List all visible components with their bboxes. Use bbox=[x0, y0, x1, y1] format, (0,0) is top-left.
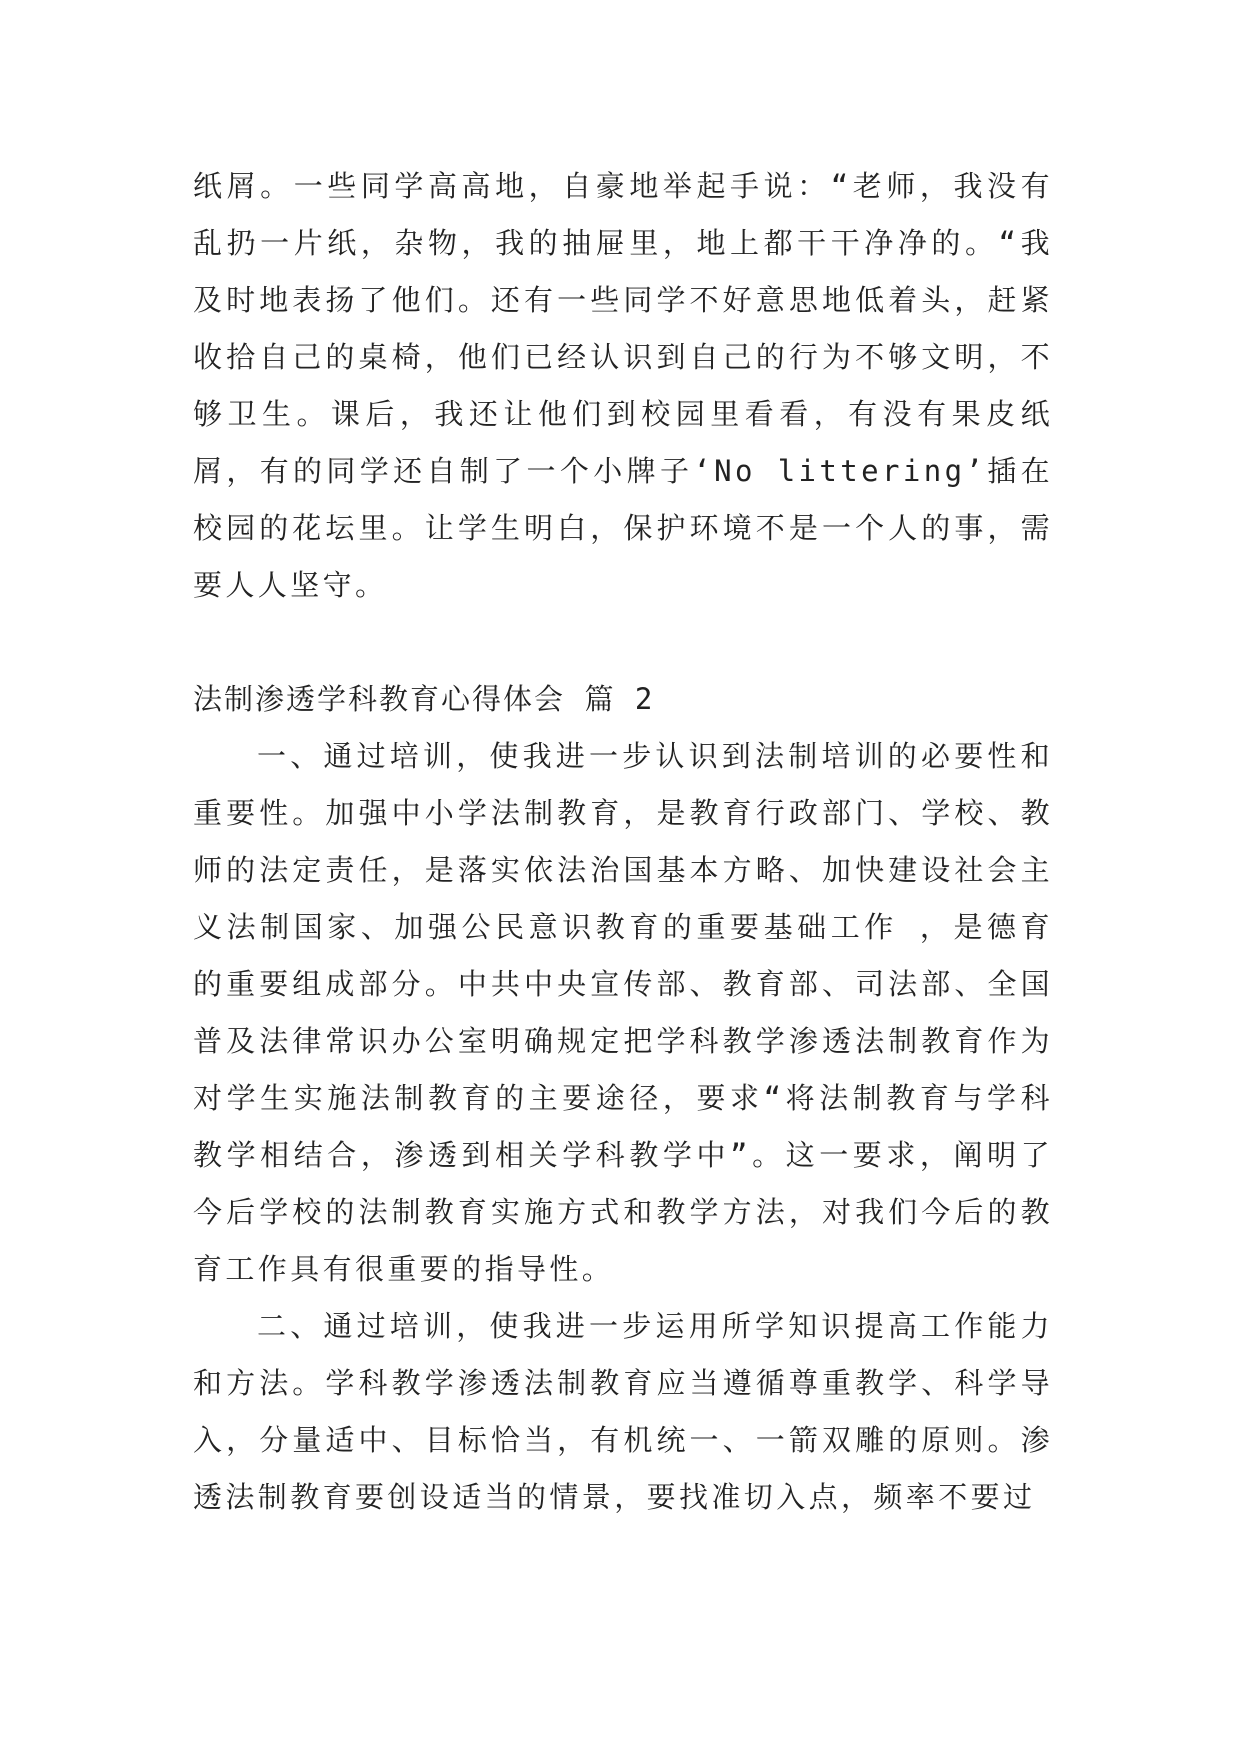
section-heading: 法制渗透学科教育心得体会 篇 2 bbox=[193, 682, 655, 716]
section-paragraph-2: 二、通过培训，使我进一步运用所学知识提高工作能力和方法。学科教学渗透法制教育应当遵循尊重教学、科学导入，分量适中、目标恰当，有机统一、一箭双雕的原则。渗透法制教育要创设适当的情景，要找准切入点，频率不要过 bbox=[193, 1309, 1053, 1514]
section-paragraph-1: 一、通过培训，使我进一步认识到法制培训的必要性和重要性。加强中小学法制教育，是教育行政部门、学校、教师的法定责任，是落实依法治国基本方略、加快建设社会主义法制国家、加强公民意识教育的重要基础工作 ，是德育的重要组成部分。中共中央宣传部、教育部、司法部、全国普及法律常识办公室明确规定把学科教学渗透法制教育作为对学生实施法制教育的主要途径，要求“将法制教育与学科教学相结合，渗透到相关学科教学中”。这一要求，阐明了今后学校的法制教育实施方式和教学方法，对我们今后的教育工作具有很重要的指导性。 bbox=[193, 739, 1053, 1286]
section-spacer bbox=[193, 614, 1053, 671]
continuation-paragraph: 纸屑。一些同学高高地，自豪地举起手说：“老师，我没有乱扔一片纸，杂物，我的抽屉里，地上都干干净净的。“我及时地表扬了他们。还有一些同学不好意思地低着头，赶紧收拾自己的桌椅，他们已经认识到自己的行为不够文明，不够卫生。课后，我还让他们到校园里看看，有没有果皮纸屑，有的同学还自制了一个小牌子‘No littering’插在校园的花坛里。让学生明白，保护环境不是一个人的事，需要人人坚守。 bbox=[193, 169, 1053, 602]
document-body bbox=[193, 158, 1053, 1526]
